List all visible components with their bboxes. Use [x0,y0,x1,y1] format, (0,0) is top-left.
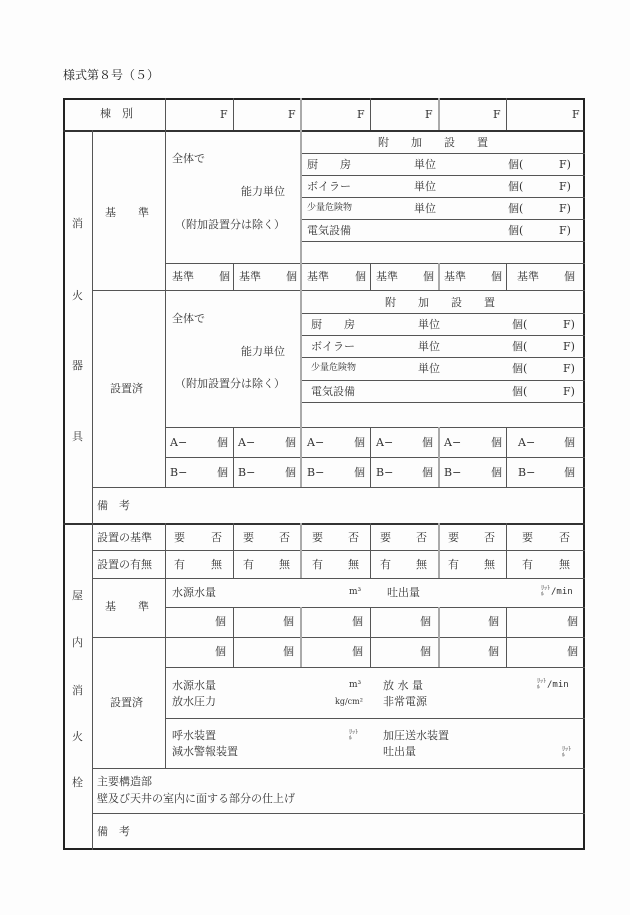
divider [438,427,440,487]
divider [300,197,585,198]
count-cell-unit: 個 [286,270,297,283]
count-unit: 個 [420,645,431,658]
water-volume-unit: m³ [349,680,362,690]
a-cell-unit: 個 [422,436,433,449]
divider [300,153,585,154]
floor-cell-6[interactable]: F [572,108,580,121]
water-volume-label: 水源水量 [172,586,216,599]
a-cell-label: A− [376,436,394,449]
additional-row-count: 個( [508,180,524,193]
count-unit: 個 [567,645,578,658]
additional-row-floor: F) [559,158,571,171]
count-unit: 個 [420,615,431,628]
b-cell-label: B− [444,466,462,479]
whole-label: 全体で [172,152,205,165]
additional-row-name: ボイラー [311,340,355,353]
divider [165,427,585,428]
additional-row-count: 個( [508,202,524,215]
liter-unit-small: ﾘｯﾄﾙ [541,585,551,598]
not-required-option[interactable]: 否 [279,531,290,544]
count-cell-label: 基準 [307,270,329,283]
count-cell-label: 基準 [444,270,466,283]
a-cell-unit: 個 [217,436,228,449]
count-cell-unit: 個 [423,270,434,283]
install-standard-label: 設置の基準 [97,531,152,544]
count-unit: 個 [283,645,294,658]
additional-row-unit: 単位 [414,202,436,215]
absent-option[interactable]: 無 [279,558,290,571]
divider [165,263,585,264]
additional-row-count: 個( [512,385,528,398]
b-cell-unit: 個 [422,466,433,479]
capacity-label: 能力単位 [241,185,285,198]
per-minute-unit: /min [551,587,573,597]
capacity-label: 能力単位 [241,345,285,358]
divider [300,357,585,358]
section-label-char: 内 [72,636,83,649]
installed-label: 設置済 [110,696,143,709]
liter-unit-small: ﾘｯﾄﾙ [562,746,572,759]
count-unit: 個 [283,615,294,628]
divider [92,487,585,488]
divider [370,263,371,290]
count-cell-unit: 個 [355,270,366,283]
additional-row-name: 電気設備 [311,385,355,398]
pressure-label: 放水圧力 [172,695,216,708]
section-label-char: 器 [72,359,83,372]
divider [233,607,234,667]
divider [92,813,585,814]
section-label-char: 栓 [72,776,83,789]
exclusion-note: （附加設置分は除く） [175,377,285,390]
whole-label: 全体で [172,312,205,325]
additional-row-count: 個( [508,158,524,171]
divider [300,290,302,487]
discharge-amount-label: 放 水 量 [383,679,423,692]
additional-row-name: 少量危険物 [307,203,353,213]
divider [300,313,585,314]
b-cell-label: B− [307,466,325,479]
additional-row-floor: F) [563,340,575,353]
a-cell-label: A− [170,436,188,449]
standard-label: 基 準 [105,600,149,613]
additional-row-count: 個( [508,224,524,237]
divider [506,523,507,578]
floor-cell-3[interactable]: F [357,108,365,121]
additional-row-floor: F) [563,318,575,331]
divider [438,98,440,130]
not-required-option[interactable]: 否 [416,531,427,544]
divider [165,130,166,487]
divider [506,427,507,487]
required-option[interactable]: 要 [448,531,459,544]
present-option[interactable]: 有 [522,558,533,571]
divider [233,263,234,290]
required-option[interactable]: 要 [380,531,391,544]
a-cell-label: A− [444,436,462,449]
count-unit: 個 [488,645,499,658]
divider [300,523,302,578]
priming-label: 呼水装置 [172,729,216,742]
count-unit: 個 [567,615,578,628]
a-cell-unit: 個 [564,436,575,449]
pressure-unit: kg/cm² [335,697,363,706]
divider [370,607,371,667]
section-label-char: 具 [72,430,83,443]
divider [165,98,166,130]
count-unit: 個 [488,615,499,628]
divider [300,130,302,290]
not-required-option[interactable]: 否 [484,531,495,544]
b-cell-label: B− [170,466,188,479]
count-unit: 個 [352,615,363,628]
a-cell-unit: 個 [491,436,502,449]
divider [63,130,585,132]
additional-row-floor: F) [559,202,571,215]
floor-cell-5[interactable]: F [493,108,501,121]
liter-unit-small: ﾘｯﾄﾙ [349,729,359,742]
additional-row-name: 厨 房 [311,318,355,331]
additional-row-unit: 単位 [418,362,440,375]
additional-row-name: 厨 房 [307,158,351,171]
count-cell-label: 基準 [239,270,261,283]
pump-discharge-label: 吐出量 [383,745,416,758]
absent-option[interactable]: 無 [348,558,359,571]
section-label-char: 火 [72,730,83,743]
additional-row-floor: F) [559,180,571,193]
floor-cell-2[interactable]: F [288,108,296,121]
required-option[interactable]: 要 [522,531,533,544]
divider [370,427,371,487]
present-option[interactable]: 有 [312,558,323,571]
water-volume-unit: m³ [349,587,362,597]
required-option[interactable]: 要 [243,531,254,544]
count-cell-unit: 個 [219,270,230,283]
count-cell-unit: 個 [491,270,502,283]
count-unit: 個 [215,615,226,628]
exclusion-note: （附加設置分は除く） [175,218,285,231]
liter-unit-small: ﾘｯﾄﾙ [537,678,547,691]
finish-label: 壁及び天井の室内に面する部分の仕上げ [97,792,295,805]
divider [370,523,371,578]
divider [92,768,585,769]
divider [165,523,166,768]
b-cell-unit: 個 [285,466,296,479]
additional-header: 附 加 設 置 [385,296,495,309]
divider [233,523,234,578]
discharge-label: 吐出量 [387,586,420,599]
divider [300,219,585,220]
absent-option[interactable]: 無 [416,558,427,571]
present-option[interactable]: 有 [380,558,391,571]
water-volume-label: 水源水量 [172,679,216,692]
structure-label: 主要構造部 [97,775,152,788]
divider [300,607,302,667]
not-required-option[interactable]: 否 [348,531,359,544]
additional-row-unit: 単位 [414,180,436,193]
additional-row-name: 少量危険物 [311,363,357,373]
installed-label: 設置済 [110,382,143,395]
section-label-char: 消 [72,684,83,697]
divider [165,457,585,458]
a-cell-label: A− [238,436,256,449]
remarks-label: 備 考 [97,499,130,512]
present-option[interactable]: 有 [174,558,185,571]
divider [506,263,507,290]
absent-option[interactable]: 無 [211,558,222,571]
present-option[interactable]: 有 [243,558,254,571]
divider [165,718,585,719]
not-required-option[interactable]: 否 [211,531,222,544]
divider [92,130,93,850]
count-unit: 個 [352,645,363,658]
b-cell-label: B− [238,466,256,479]
additional-row-floor: F) [563,362,575,375]
a-cell-unit: 個 [285,436,296,449]
section-label-char: 火 [72,289,83,302]
divider [438,523,440,578]
b-cell-unit: 個 [217,466,228,479]
remarks-label: 備 考 [97,825,130,838]
count-cell-unit: 個 [564,270,575,283]
divider [300,241,585,242]
booster-label: 加圧送水装置 [383,729,449,742]
divider [233,427,234,487]
b-cell-unit: 個 [491,466,502,479]
install-presence-label: 設置の有無 [97,558,152,571]
divider [438,263,440,290]
additional-row-floor: F) [563,385,575,398]
absent-option[interactable]: 無 [484,558,495,571]
building-label: 棟 別 [100,107,133,120]
b-cell-label: B− [518,466,536,479]
present-option[interactable]: 有 [448,558,459,571]
divider [300,98,302,130]
count-cell-label: 基準 [517,270,539,283]
standard-label: 基 準 [105,206,149,219]
additional-row-unit: 単位 [418,318,440,331]
divider [438,607,440,667]
divider [506,607,507,667]
divider [165,667,585,668]
additional-row-count: 個( [512,340,528,353]
required-option[interactable]: 要 [174,531,185,544]
a-cell-label: A− [307,436,325,449]
divider [300,402,585,403]
additional-row-unit: 単位 [414,158,436,171]
divider [506,98,507,130]
additional-row-count: 個( [512,318,528,331]
additional-row-unit: 単位 [418,340,440,353]
additional-header: 附 加 設 置 [378,136,488,149]
additional-row-name: 電気設備 [307,224,351,237]
required-option[interactable]: 要 [312,531,323,544]
a-cell-label: A− [518,436,536,449]
form-title: 様式第８号（５） [63,68,160,82]
divider [300,380,585,381]
floor-cell-1[interactable]: F [220,108,228,121]
b-cell-unit: 個 [564,466,575,479]
b-cell-unit: 個 [354,466,365,479]
divider [300,335,585,336]
additional-row-count: 個( [512,362,528,375]
absent-option[interactable]: 無 [559,558,570,571]
section-label-char: 消 [72,217,83,230]
divider [233,98,234,130]
not-required-option[interactable]: 否 [559,531,570,544]
count-cell-label: 基準 [376,270,398,283]
additional-row-name: ボイラー [307,180,351,193]
emergency-power-label: 非常電源 [383,695,427,708]
count-unit: 個 [215,645,226,658]
b-cell-label: B− [376,466,394,479]
per-minute-unit: /min [547,680,569,690]
count-cell-label: 基準 [172,270,194,283]
divider [300,175,585,176]
divider [165,607,585,608]
low-water-alarm-label: 減水警報装置 [172,745,238,758]
a-cell-unit: 個 [354,436,365,449]
floor-cell-4[interactable]: F [425,108,433,121]
additional-row-floor: F) [559,224,571,237]
section-label-char: 屋 [72,589,83,602]
divider [370,98,371,130]
